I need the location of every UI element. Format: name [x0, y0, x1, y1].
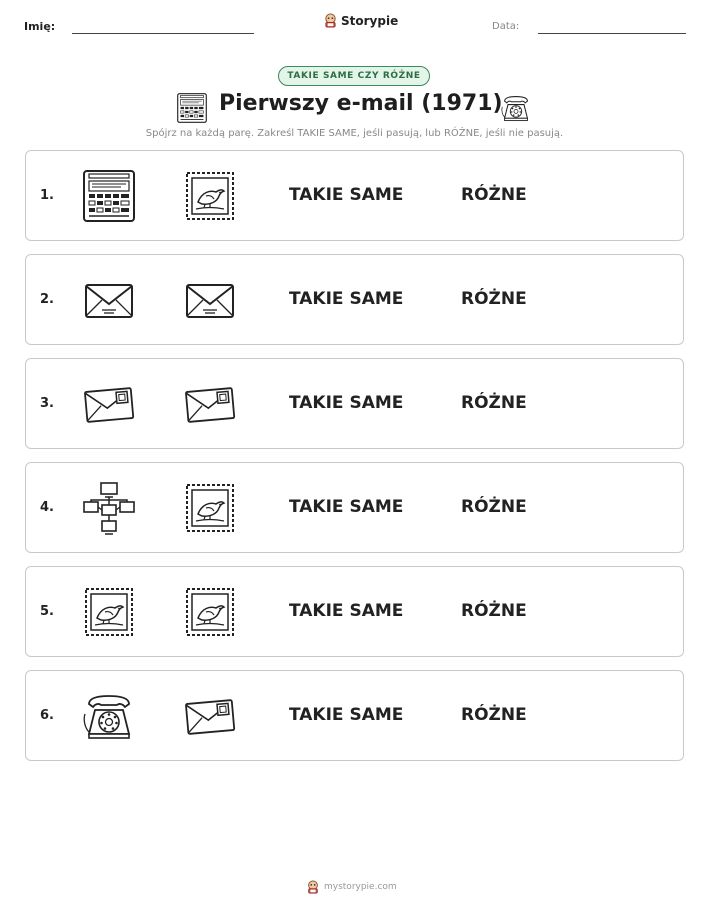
option-same[interactable]: TAKIE SAME — [289, 289, 404, 309]
question-number: 4. — [40, 500, 54, 515]
question-row — [25, 358, 684, 449]
option-same[interactable]: TAKIE SAME — [289, 601, 404, 621]
brand — [323, 13, 398, 28]
storypie-logo-icon — [323, 13, 338, 28]
network-icon — [81, 480, 137, 536]
question-row — [25, 670, 684, 761]
computer-terminal-icon — [176, 92, 208, 124]
envelope-icon — [182, 272, 238, 328]
option-different[interactable]: RÓŻNE — [461, 393, 527, 413]
question-row — [25, 150, 684, 241]
bird-stamp-icon — [182, 168, 238, 224]
title-row — [0, 90, 709, 126]
footer — [306, 880, 397, 894]
computer-terminal-icon — [81, 168, 137, 224]
question-number: 2. — [40, 292, 54, 307]
page-title: Pierwszy e-mail (1971) — [219, 91, 503, 116]
question-number: 1. — [40, 188, 54, 203]
question-number: 6. — [40, 708, 54, 723]
footer-url[interactable]: mystorypie.com — [324, 882, 397, 892]
date-field[interactable] — [538, 33, 686, 34]
question-row — [25, 254, 684, 345]
instructions: Spójrz na każdą parę. Zakreśl TAKIE SAME, jeśli pasują, lub RÓŻNE, jeśli nie pasują. — [145, 128, 564, 139]
date-label: Data: — [492, 21, 520, 32]
name-field[interactable] — [72, 33, 254, 34]
question-row — [25, 566, 684, 657]
storypie-logo-icon — [306, 880, 320, 894]
rotary-phone-icon — [81, 688, 137, 744]
bird-stamp-icon — [182, 584, 238, 640]
option-same[interactable]: TAKIE SAME — [289, 393, 404, 413]
option-different[interactable]: RÓŻNE — [461, 497, 527, 517]
option-different[interactable]: RÓŻNE — [461, 289, 527, 309]
stamped-envelope-icon — [81, 376, 137, 432]
option-different[interactable]: RÓŻNE — [461, 601, 527, 621]
option-different[interactable]: RÓŻNE — [461, 185, 527, 205]
activity-type-badge: TAKIE SAME CZY RÓŻNE — [278, 66, 430, 86]
envelope-icon — [81, 272, 137, 328]
question-number: 5. — [40, 604, 54, 619]
worksheet-header — [0, 0, 709, 50]
option-same[interactable]: TAKIE SAME — [289, 497, 404, 517]
question-number: 3. — [40, 396, 54, 411]
question-row — [25, 462, 684, 553]
option-same[interactable]: TAKIE SAME — [289, 185, 404, 205]
option-different[interactable]: RÓŻNE — [461, 705, 527, 725]
stamped-envelope-icon — [182, 688, 238, 744]
bird-stamp-icon — [81, 584, 137, 640]
name-label: Imię: — [24, 20, 56, 33]
brand-name: Storypie — [341, 13, 399, 28]
rotary-phone-icon — [500, 92, 532, 124]
bird-stamp-icon — [182, 480, 238, 536]
option-same[interactable]: TAKIE SAME — [289, 705, 404, 725]
stamped-envelope-icon — [182, 376, 238, 432]
